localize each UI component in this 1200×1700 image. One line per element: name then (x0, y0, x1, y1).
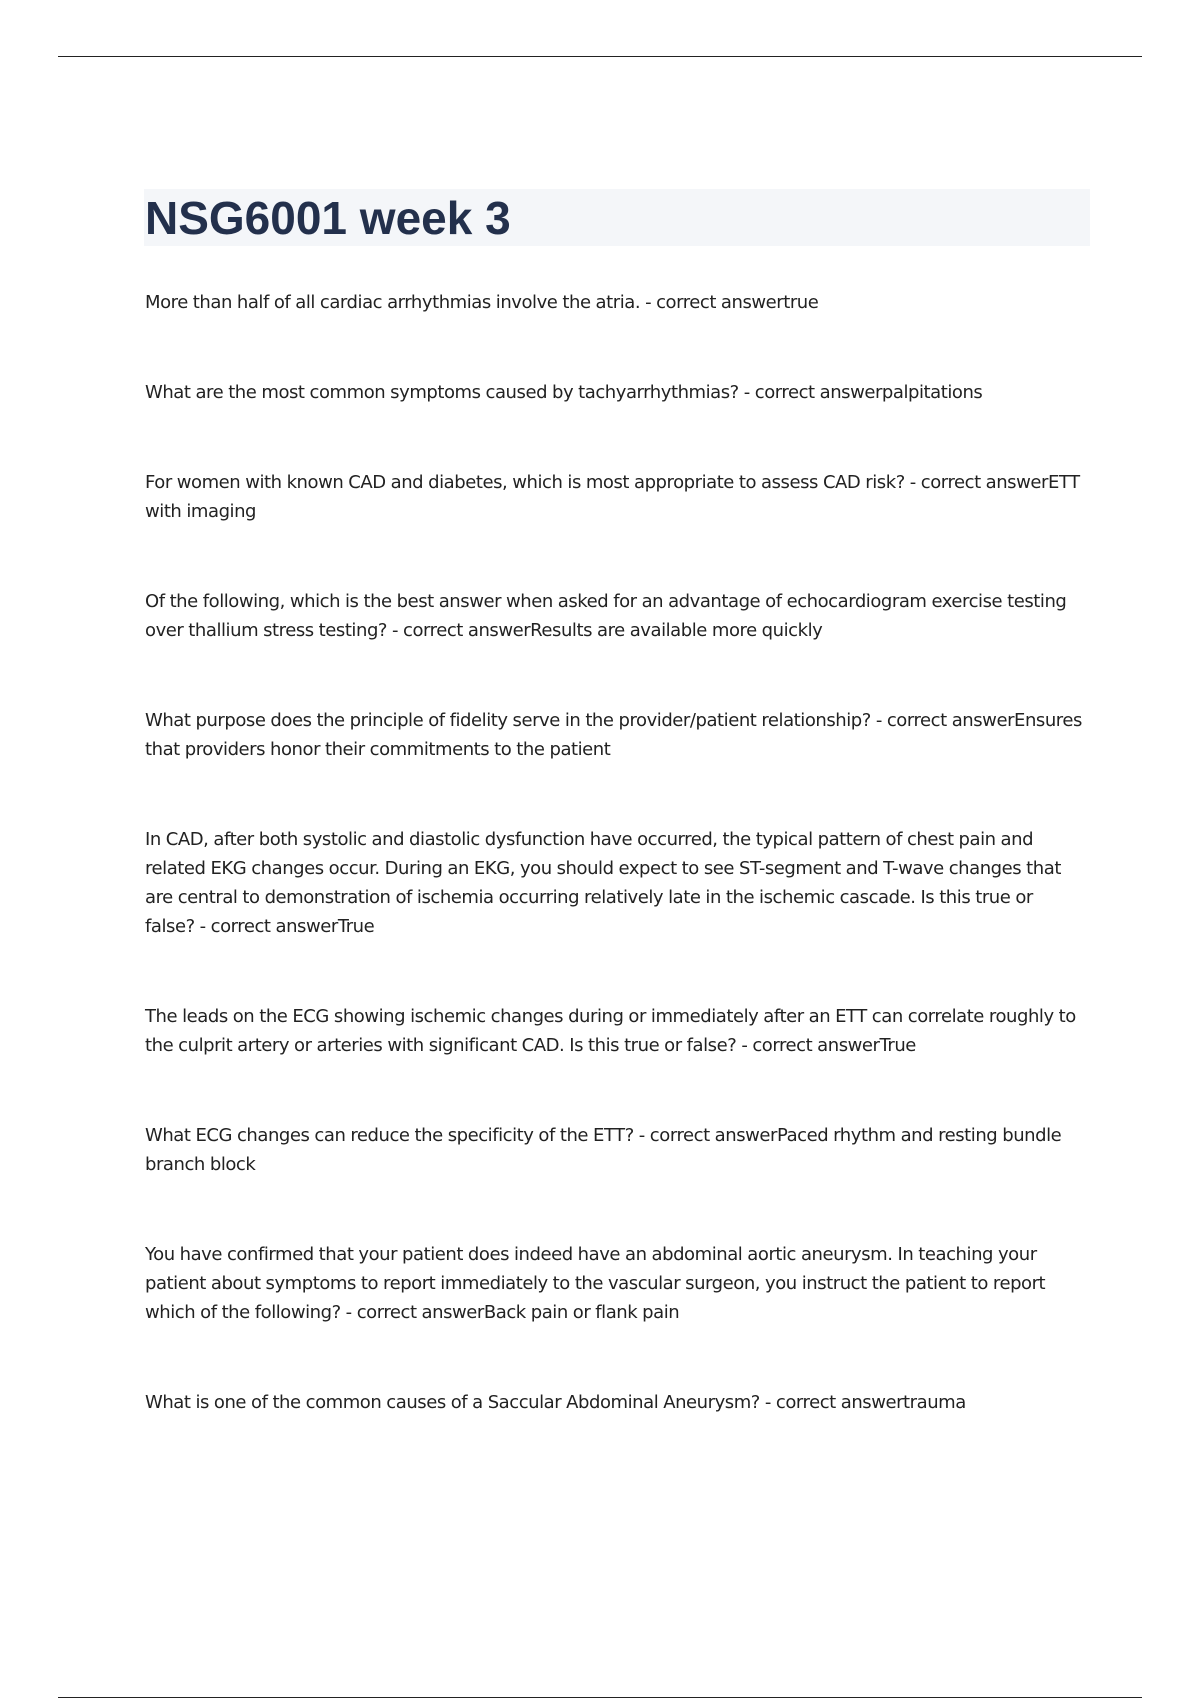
page-title: NSG6001 week 3 (145, 192, 511, 244)
qa-item: The leads on the ECG showing ischemic changes during or immediately after an ETT can correlate roughly to the culprit artery or arteries with significant CAD. Is this true or false? - correct answerTrue (145, 1006, 1076, 1056)
page-bottom-rule (58, 1697, 1142, 1698)
qa-item: You have confirmed that your patient does indeed have an abdominal aortic aneurysm. In teaching your patient about symptoms to report immediately to the vascular surgeon, you instruct the patient to report which of the following? - correct answerBack pain or flank pain (145, 1244, 1046, 1323)
qa-item: What are the most common symptoms caused by tachyarrhythmias? - correct answerpalpitations (145, 382, 983, 403)
qa-item: What is one of the common causes of a Saccular Abdominal Aneurysm? - correct answertrauma (145, 1392, 966, 1413)
page-top-rule (58, 56, 1142, 57)
qa-item: Of the following, which is the best answer when asked for an advantage of echocardiogram exercise testing over thallium stress testing? - correct answerResults are available more quickly (145, 591, 1067, 641)
qa-item: In CAD, after both systolic and diastolic dysfunction have occurred, the typical pattern of chest pain and related EKG changes occur. During an EKG, you should expect to see ST-segment and T-wave changes that are central to demonstration of ischemia occurring relatively late in the ischemic cascade. Is this true or false? - correct answerTrue (145, 829, 1061, 937)
qa-list (145, 288, 1085, 1478)
qa-item: What ECG changes can reduce the specificity of the ETT? - correct answerPaced rhythm and resting bundle branch block (145, 1125, 1062, 1175)
qa-item: What purpose does the principle of fidelity serve in the provider/patient relationship? - correct answerEnsures that providers honor their commitments to the patient (145, 710, 1082, 760)
qa-item: More than half of all cardiac arrhythmias involve the atria. - correct answertrue (145, 292, 819, 313)
qa-item: For women with known CAD and diabetes, which is most appropriate to assess CAD risk? - correct answerETT with imaging (145, 472, 1080, 522)
